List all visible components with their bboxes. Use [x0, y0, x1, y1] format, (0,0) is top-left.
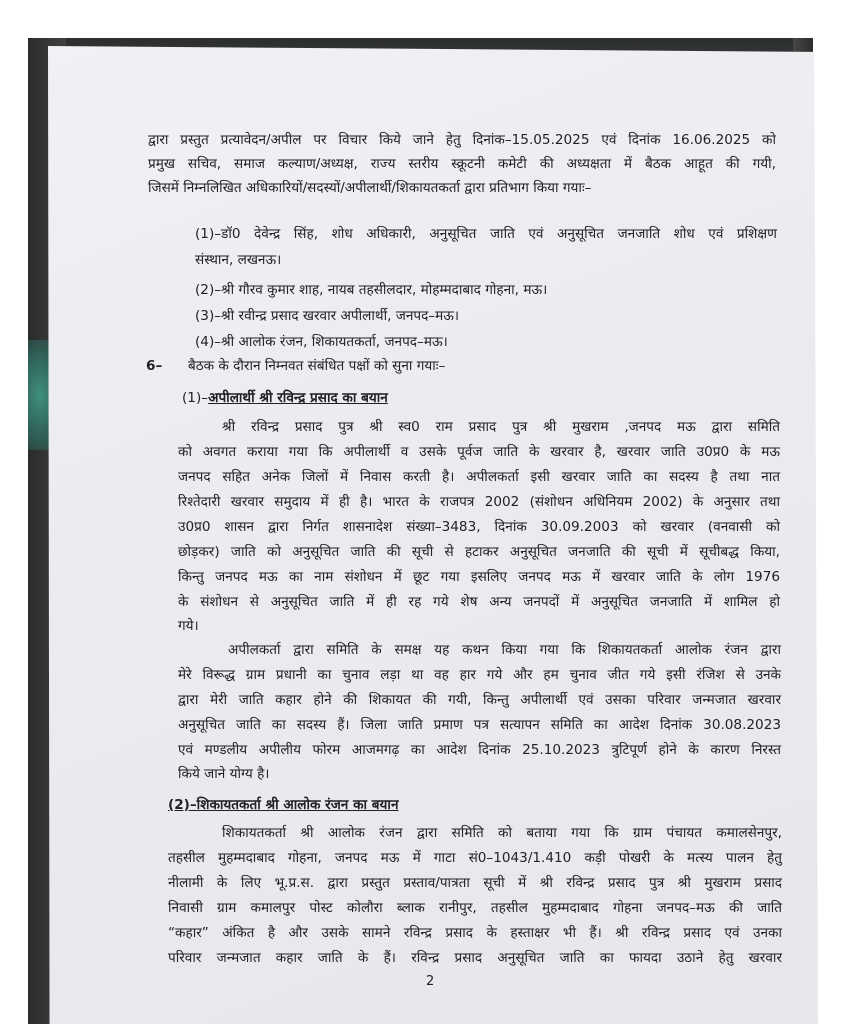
statement-1-para-1-line: गये। — [178, 618, 199, 634]
statement-2-para-1-line: निवासी ग्राम कमालपुर पोस्ट कोलौरा ब्लाक रानीपुर, तहसील मुहम्मदाबाद गोहना जनपद–मऊ की जाति — [168, 900, 782, 916]
statement-2-para-1-line: “कहार” अंकित है और उसके सामने रविन्द्र प्रसाद के हस्ताक्षर भी हैं। श्री रविन्द्र प्रसाद एवं उनका — [168, 925, 782, 941]
statement-2-para-1-line: परिवार जन्मजात कहार जाति के हैं। रविन्द्र प्रसाद अनुसूचित जाति का फायदा उठाने हेतु खरवार — [168, 950, 782, 966]
intro-line-2: प्रमुख सचिव, समाज कल्याण/अध्यक्ष, राज्य स्तरीय स्क्रूटनी कमेटी की अध्यक्षता में बैठक आहूत की गयी, — [148, 156, 776, 172]
statement-1-para-2-line: किये जाने योग्य है। — [178, 766, 270, 782]
statement-1-para-1-line: को अवगत कराया गया कि अपीलार्थी व उसके पूर्वज जाति के खरवार है, खरवार जाति उ0प्र0 के मऊ — [178, 444, 780, 460]
page-number: 2 — [426, 974, 435, 989]
statement-1-title: अपीलार्थी श्री रविन्द्र प्रसाद का बयान — [208, 390, 388, 406]
statement-2-heading: (2)–शिकायतकर्ता श्री आलोक रंजन का बयान — [168, 797, 399, 813]
statement-1-prefix: (1)– — [182, 390, 209, 406]
statement-1-para-1-line: के संशोधन से अनुसूचित जाति में ही रह गये शेष अन्य जनपदों में अनुसूचित जनजाति में शामिल हो — [178, 594, 780, 610]
statement-1-para-1-line: जनपद सहित अनेक जिलों में निवास करती है। अपीलकर्ता इसी खरवार जाति का सदस्य है तथा नात — [178, 469, 780, 485]
statement-1-para-1-line: छोड़कर) जाति को अनुसूचित जाति की सूची से हटाकर अनुसूचित जनजाति की सूची में सूचीबद्ध किया, — [178, 544, 780, 560]
statement-2-para-1-line: नीलामी के लिए भू.प्र.स. द्वारा प्रस्तुत प्रस्ताव/पात्रता सूची में श्री रविन्द्र प्रसाद पुत्र श्री मुखराम प्रसाद — [168, 875, 782, 891]
statement-2-para-1-line: तहसील मुहम्मदाबाद गोहना, जनपद मऊ में गाटा सं0–1043/1.410 कड़ी पोखरी के मत्स्य पालन हेतु — [168, 850, 782, 866]
statement-1-heading — [182, 388, 388, 408]
statement-1-para-2-line: एवं मण्डलीय अपीलीय फोरम आजमगढ़ का आदेश दिनांक 25.10.2023 त्रुटिपूर्ण होने के कारण निरस्त — [178, 742, 781, 758]
statement-1-para-1-line: किन्तु जनपद मऊ का नाम संशोधन में छूट गया इसलिए जनपद मऊ में खरवार जाति के लोग 1976 — [178, 569, 780, 585]
statement-1-para-2-line: अनुसूचित जाति का सदस्य हैं। जिला जाति प्रमाण पत्र सत्यापन समिति का आदेश दिनांक 30.08.2023 — [178, 717, 781, 733]
statement-1-para-2-line: मेरे विरूद्ध ग्राम प्रधानी का चुनाव लड़ा था वह हार गये और हम चुनाव जीत गये इसी रंजिश से उनके — [178, 667, 781, 683]
statement-1-para-1-line: रिश्तेदारी खरवार समुदाय में ही है। भारत के राजपत्र 2002 (संशोधन अधिनियम 2002) के अनुसार तथा — [178, 494, 780, 510]
statement-1-para-1-line: श्री रविन्द्र प्रसाद पुत्र श्री स्व0 राम प्रसाद पुत्र श्री मुखराम ,जनपद मऊ द्वारा समिति — [222, 419, 780, 435]
attendee-4: (4)–श्री आलोक रंजन, शिकायतकर्ता, जनपद–मऊ। — [195, 334, 448, 350]
statement-2-para-1-line: शिकायतकर्ता श्री आलोक रंजन द्वारा समिति को बताया गया कि ग्राम पंचायत कमालसेनपुर, — [222, 825, 782, 841]
attendee-1-line-2: संस्थान, लखनऊ। — [195, 252, 282, 268]
attendee-3: (3)–श्री रवीन्द्र प्रसाद खरवार अपीलार्थी, जनपद–मऊ। — [195, 308, 460, 324]
section-6-text: बैठक के दौरान निम्नवत संबंधित पक्षों को सुना गयाः– — [188, 358, 446, 374]
statement-1-para-2-line: अपीलकर्ता द्वारा समिति के समक्ष यह कथन किया गया कि शिकायतकर्ता आलोक रंजन द्वारा — [228, 642, 781, 658]
intro-line-3: जिसमें निम्नलिखित अधिकारियों/सदस्यों/अपीलार्थी/शिकायतकर्ता द्वारा प्रतिभाग किया गयाः– — [148, 180, 592, 196]
statement-1-para-2-line: द्वारा मेरी जाति कहार होने की शिकायत की गयी, किन्तु अपीलार्थी एवं उसका परिवार जन्मजात खरवार — [178, 692, 781, 708]
attendee-2: (2)–श्री गौरव कुमार शाह, नायब तहसीलदार, मोहम्मदाबाद गोहना, मऊ। — [195, 282, 548, 298]
attendee-1-line-1: (1)–डॉ0 देवेन्द्र सिंह, शोध अधिकारी, अनुसूचित जाति एवं अनुसूचित जनजाति शोध एवं प्रशिक्षण — [195, 226, 777, 242]
intro-line-1: द्वारा प्रस्तुत प्रत्यावेदन/अपील पर विचार किये जाने हेतु दिनांक–15.05.2025 एवं दिनांक 16.06.2025 को — [148, 132, 776, 148]
statement-1-para-1-line: उ0प्र0 शासन द्वारा निर्गत शासनादेश संख्या–3483, दिनांक 30.09.2003 को खरवार (वनवासी को — [178, 519, 780, 535]
section-number: 6– — [146, 358, 163, 374]
